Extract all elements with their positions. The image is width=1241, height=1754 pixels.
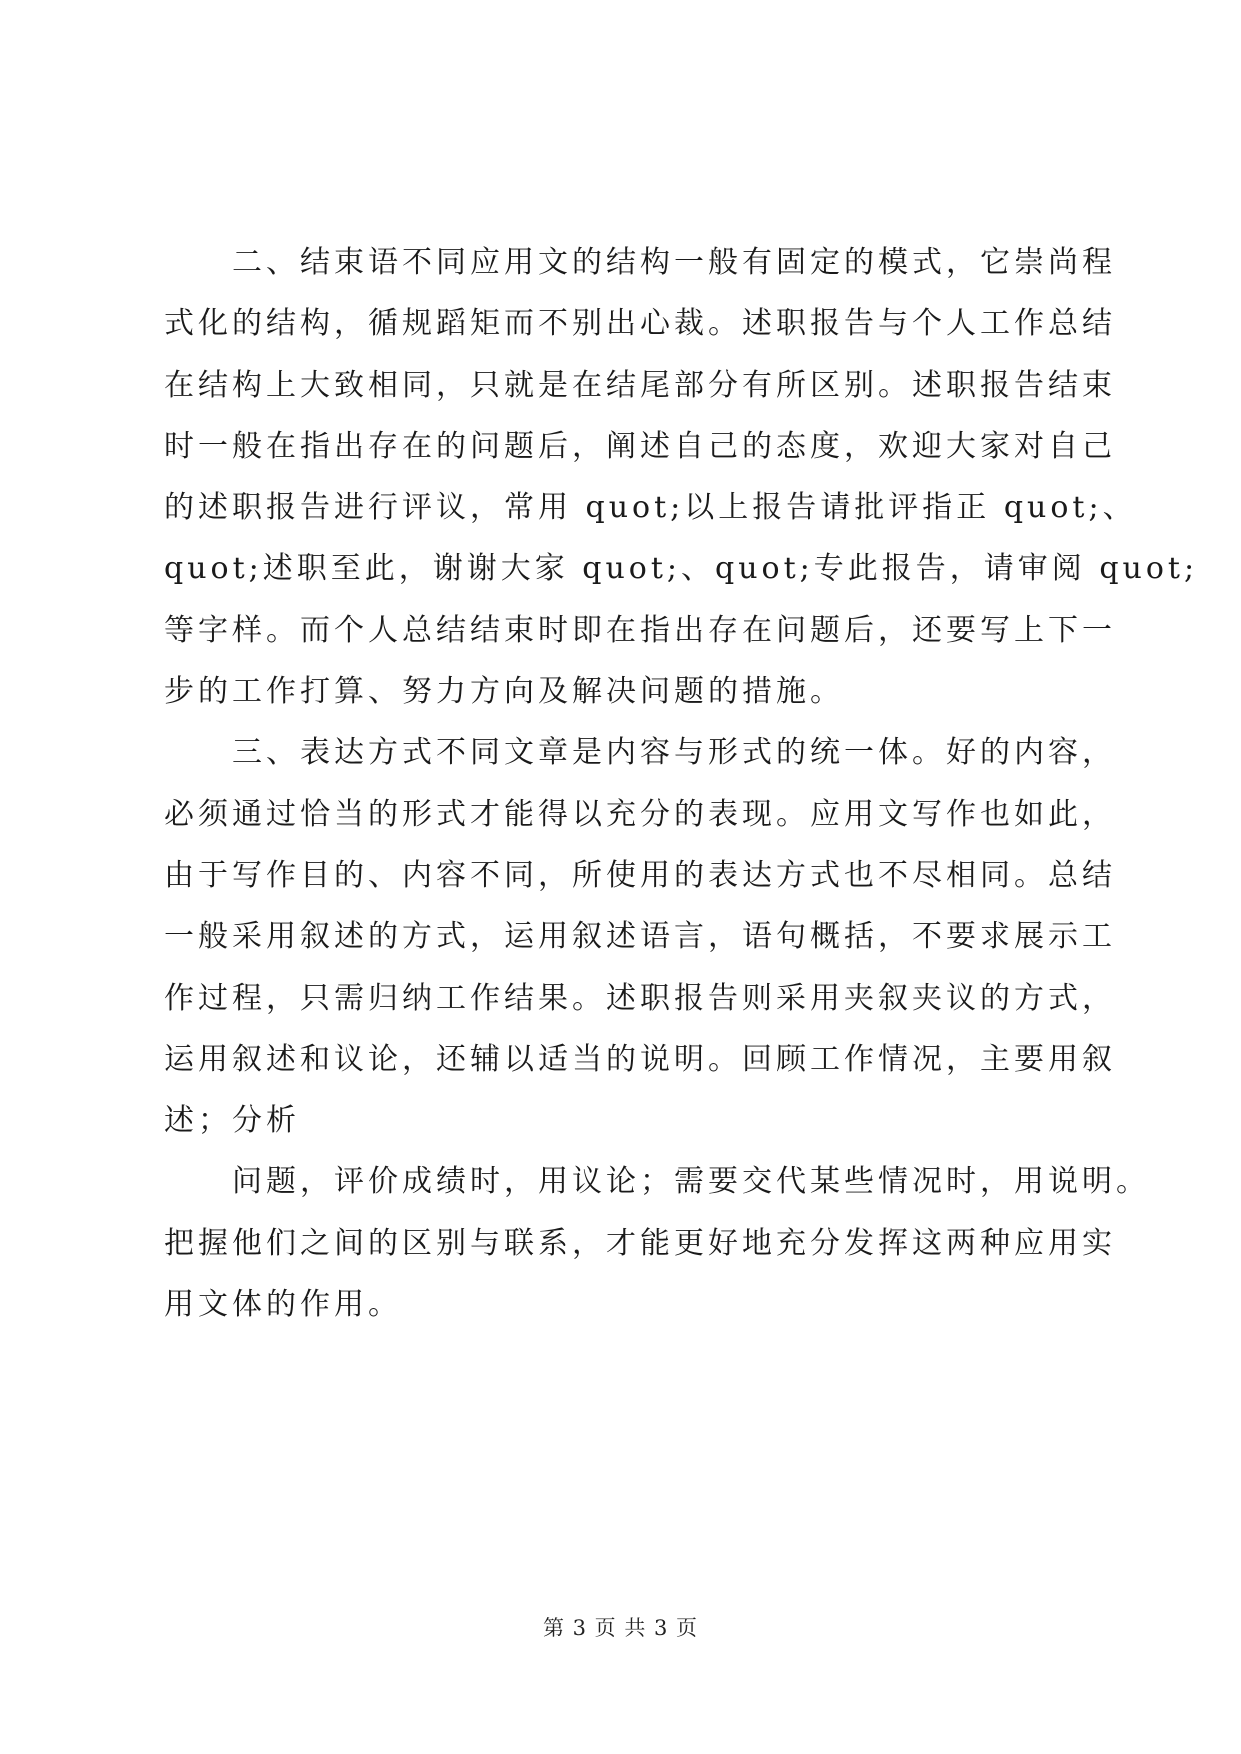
text-line: 式化的结构，循规蹈矩而不别出心裁。述职报告与个人工作总结	[164, 306, 1116, 342]
text-line: 步的工作打算、努力方向及解决问题的措施。	[164, 674, 844, 710]
text-line: 由于写作目的、内容不同，所使用的表达方式也不尽相同。总结	[164, 857, 1116, 893]
text-line: 用文体的作用。	[164, 1287, 402, 1323]
text-line: 作过程，只需归纳工作结果。述职报告则采用夹叙夹议的方式，	[164, 980, 1116, 1016]
text-line: 在结构上大致相同，只就是在结尾部分有所区别。述职报告结束	[164, 367, 1116, 403]
text-line: 等字样。而个人总结结束时即在指出存在问题后，还要写上下一	[164, 612, 1116, 648]
text-line: 述；分析	[164, 1103, 300, 1139]
text-line: 时一般在指出存在的问题后，阐述自己的态度，欢迎大家对自己	[164, 428, 1116, 464]
text-line: 一般采用叙述的方式，运用叙述语言，语句概括，不要求展示工	[164, 919, 1116, 955]
text-line: 运用叙述和议论，还辅以适当的说明。回顾工作情况，主要用叙	[164, 1041, 1116, 1077]
page-number-footer: 第 3 页 共 3 页	[542, 1616, 699, 1640]
text-line: 三、表达方式不同文章是内容与形式的统一体。好的内容，	[232, 735, 1116, 771]
text-line: 问题，评价成绩时，用议论；需要交代某些情况时，用说明。	[232, 1164, 1150, 1200]
text-line: 二、结束语不同应用文的结构一般有固定的模式，它崇尚程	[232, 245, 1116, 280]
text-line: quot;述职至此，谢谢大家 quot;、quot;专此报告，请审阅 quot;	[164, 551, 1199, 587]
text-line: 把握他们之间的区别与联系，才能更好地充分发挥这两种应用实	[164, 1225, 1116, 1261]
document-body	[164, 232, 1199, 1335]
text-line: 必须通过恰当的形式才能得以充分的表现。应用文写作也如此，	[164, 796, 1116, 832]
text-line: 的述职报告进行评议，常用 quot;以上报告请批评指正 quot;、	[164, 490, 1137, 526]
